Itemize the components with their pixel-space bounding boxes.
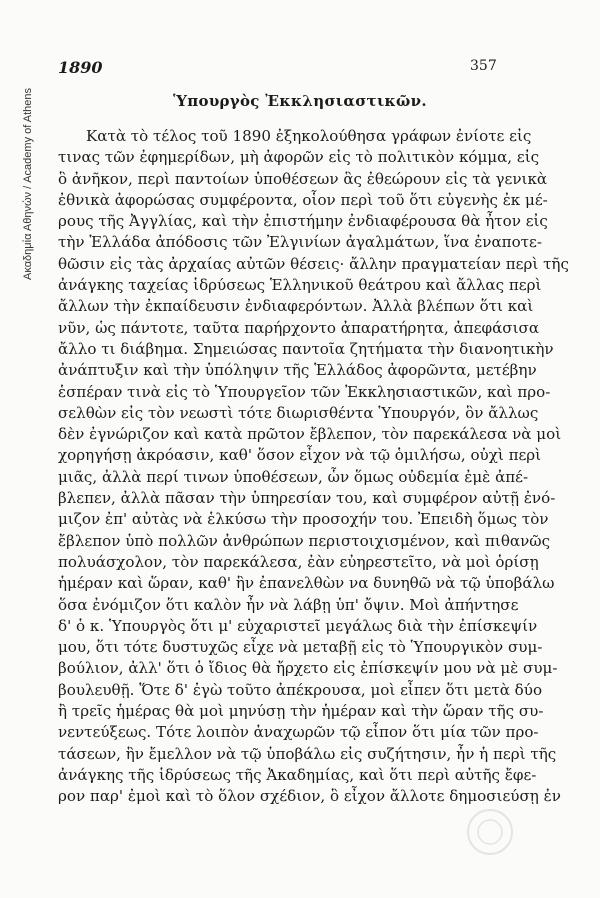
text-line: ρον παρ' ἐμοὶ καὶ τὸ ὅλον σχέδιον, ὃ εἶχον ἄλλοτε δημοσιεύσῃ ἐν [58, 787, 561, 806]
text-line: βλεπεν, ἀλλὰ πᾶσαν τὴν ὑπηρεσίαν του, καὶ συμφέρον αὐτῇ ἐνό- [58, 489, 556, 508]
chapter-title: Ὑπουργὸς Ἐκκλησιαστικῶν. [173, 92, 427, 110]
text-line: μιζον ἐπ' αὐτὰς νὰ ἑλκύσω τὴν προσοχήν του. Ἐπειδὴ ὅμως τὸν [58, 510, 549, 529]
text-line: ἐθνικὰ ἀφορώσας συμφέροντα, οἷον περὶ τοῦ ὅτι εὐγενὴς ἐκ μέ- [58, 190, 548, 209]
text-line: νῦν, ὡς πάντοτε, ταῦτα παρήρχοντο ἀπαρατήρητα, ἀπεφάσισα [58, 318, 540, 337]
text-line: Κατὰ τὸ τέλος τοῦ 1890 ἐξηκολούθησα γράφων ἐνίοτε εἰς [86, 127, 532, 145]
text-line: τάσεων, ἣν ἔμελλον νὰ τῷ ὑποβάλω εἰς συζήτησιν, ἦν ἡ περὶ τῆς [58, 744, 557, 763]
text-line: μιᾶς, ἀλλὰ περί τινων ὑποθέσεων, ὧν ὅμως οὐδεμία ἐμὲ ἀπέ- [58, 467, 529, 486]
body-text [58, 126, 569, 808]
text-line: ἀνάγκης τῆς ἱδρύσεως τῆς Ἀκαδημίας, καὶ ὅτι περὶ αὐτῆς ἔφε- [58, 765, 537, 784]
text-line: δ' ὁ κ. Ὑπουργὸς ὅτι μ' εὐχαριστεῖ μεγάλως διὰ τὴν ἐπίσκεψίν [58, 616, 538, 635]
text-line: ὅσα ἐνόμιζον ὅτι καλὸν ἦν νὰ λάβῃ ὑπ' ὄψιν. Μοὶ ἀπήντησε [58, 595, 519, 614]
page-number: 357 [470, 58, 497, 74]
text-line: θῶσιν εἰς τὰς ἀρχαίας αὐτῶν θέσεις· ἄλλην πραγματείαν περὶ τῆς [58, 254, 569, 273]
text-line: νεντεύξεως. Τότε λοιπὸν ἀναχωρῶν τῷ εἶπον ὅτι μία τῶν προ- [58, 723, 539, 742]
text-line: βούλιον, ἀλλ' ὅτι ὁ ἴδιος θὰ ἤρχετο εἰς ἐπίσκεψίν μου νὰ μὲ συμ- [58, 659, 558, 678]
text-line: σελθὼν εἰς τὸν νεωστὶ τότε διωρισθέντα Ὑπουργόν, ὃν ἄλλως [58, 403, 539, 422]
archive-side-label: Ακαδημία Αθηνών / Academy of Athens [22, 87, 34, 280]
text-line: ἑσπέραν τινὰ εἰς τὸ Ὑπουργεῖον τῶν Ἐκκλησιαστικῶν, καὶ προ- [58, 382, 551, 401]
text-line: ὃ ἀνῆκον, περὶ παντοίων ὑποθέσεων ἃς ἐθεώρουν εἰς τὰ γενικὰ [58, 169, 548, 188]
text-line: τινας τῶν ἐφημερίδων, μὴ ἀφορῶν εἰς τὸ πολιτικὸν κόμμα, εἰς [58, 148, 540, 167]
text-line: χορηγήσῃ ἀκρόασιν, καθ' ὅσον εἶχον νὰ τῷ ὁμιλήσω, οὐχὶ περὶ [58, 446, 542, 465]
text-line: δὲν ἐγνώριζον καὶ κατὰ πρῶτον ἔβλεπον, τὸν παρεκάλεσα νὰ μοὶ [58, 425, 562, 444]
text-line: ρους τῆς Ἀγγλίας, καὶ τὴν ἐπιστήμην ἐνδιαφέρουσα θὰ ἦτον εἰς [58, 212, 548, 231]
text-line: τὴν Ἑλλάδα ἀπόδοσις τῶν Ἐλγινίων ἀγαλμάτων, ἵνα ἐναποτε- [58, 233, 542, 252]
running-header-year: 1890 [58, 58, 103, 77]
text-line: ἔβλεπον ὑπὸ πολλῶν ἀνθρώπων περιστοιχισμένον, καὶ πιθανῶς [58, 531, 551, 550]
text-line: ἀνάγκης ταχείας ἱδρύσεως Ἑλληνικοῦ θεάτρου καὶ ἄλλας περὶ [58, 276, 542, 295]
text-line: πολυάσχολον, τὸν παρεκάλεσα, ἐὰν εὐηρεστεῖτο, νὰ μοὶ ὁρίσῃ [58, 552, 539, 571]
text-line: ἄλλων τὴν ἐκπαίδευσιν ἐνδιαφερόντων. Ἀλλὰ βλέπων ὅτι καὶ [58, 297, 534, 316]
text-line: ἢ τρεῖς ἡμέρας θὰ μοὶ μηνύσῃ τὴν ἡμέραν καὶ τὴν ὥραν τῆς συ- [58, 702, 544, 721]
text-line: ἄλλο τι διάβημα. Σημειώσας παντοῖα ζητήματα τὴν διανοητικὴν [58, 339, 554, 358]
text-line: ἡμέραν καὶ ὥραν, καθ' ἣν ἐπανελθὼν να δυνηθῶ νὰ τῷ ὑποβάλω [58, 574, 555, 593]
academy-watermark [430, 802, 550, 862]
text-line: μου, ὅτι τότε δυστυχῶς εἶχε νὰ μεταβῇ εἰς τὸ Ὑπουργικὸν συμ- [58, 638, 543, 657]
text-line: ἀνάπτυξιν καὶ τὴν ὑπόληψιν τῆς Ἑλλάδος ἀφορῶντα, μετέβην [58, 361, 537, 380]
text-line: βουλευθῇ. Ὅτε δ' ἐγὼ τοῦτο ἀπέκρουσα, μοὶ εἶπεν ὅτι μετὰ δύο [58, 680, 543, 699]
